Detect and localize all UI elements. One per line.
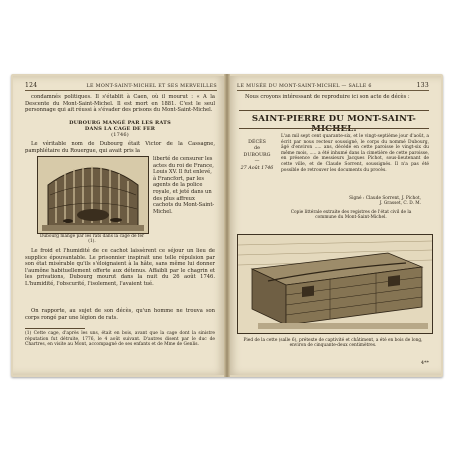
chest-drawing: [238, 235, 432, 333]
left-section-title-line2: DANS LA CAGE DE FER: [84, 126, 156, 132]
right-page-number: 133: [416, 82, 429, 89]
cage-drawing: [38, 157, 148, 233]
left-footnote: (1) Cette cage, d'après les uns, était en bois, avant que la cage dont la sinistre réputation fut détruite, 1776, le 4 août suivant. D'autres disent par le duc de Chartres, en visite au Mont, accompagné de ses enfants et de Mme de Genlis.: [25, 331, 215, 347]
signature-line-2: J. Grasset, C. D. M.: [379, 201, 421, 207]
left-figure-caption: Dubourg mangé par les rats dans la cage de fer (1).: [39, 234, 145, 245]
right-running-title: LE MUSÉE DU MONT-SAINT-MICHEL — SALLE 6: [237, 84, 372, 89]
right-running-head: [237, 82, 429, 91]
left-paragraph-2-right: liberté de censurer les actes du roi de France, Louis XV. Il fut enlevé, à Francfort, par les agents de la police royale, et jeté dans un des plus affreux cachots du Mont-Saint-Michel.: [153, 156, 215, 215]
deces-text: L'an mil sept cent quarante-six, et le vingt-septième jour d'août, a écrit par nous recteur soussigné, le corps du nommé Dubourg, âgé d'environ ..... ans, décédé en cette paroisse le vingt-six du même mois, ..... a été inhumé dans la cimetière de cette paroisse, en présence de messieurs Jacques Pichot, sous-lieutenant de cette ville, et de Claude Sorrent, soussignés. Il n'a pas été possible de retrouver les documents du procès.: [281, 134, 429, 173]
chest-illustration: [237, 234, 433, 334]
left-running-title: LE MONT-SAINT-MICHEL ET SES MERVEILLES: [86, 84, 217, 89]
right-title-rule-bottom: [239, 128, 429, 129]
left-footnote-rule: [25, 328, 85, 329]
side-name: DUBOURG: [243, 152, 271, 158]
signature-line-1: Signé : Claude Sorrent, J. Pichot,: [349, 196, 421, 201]
left-page: [13, 76, 227, 375]
copy-note: Copie littérale extraite des registres de l'état civil de la commune du Mont-Saint-Michel.: [290, 210, 412, 221]
right-figure-caption: Pied de la cette (salle 6), prétexte de captivité et châtiment, a été en bois de long, environ de cinquante-deux centimètres.: [243, 338, 423, 349]
left-paragraph-4: On rapporte, au sujet de son décès, qu'un homme ne trouva son corps rongé par une légion de rats.: [25, 308, 215, 321]
right-page: [227, 76, 441, 375]
left-paragraph-1: condamnés politiques. Il s'établit à Caen, où il mourut : « A la Descente du Mont-Saint-Michel. Il est mort en 1881. C'est le seul personnage qui ait réussi à s'évader des prisons du Mont-Saint-Michel.: [25, 94, 215, 114]
left-section-title: [25, 120, 215, 138]
side-de: de: [254, 146, 260, 152]
left-page-number: 124: [25, 82, 38, 89]
rats-cage-illustration: [37, 156, 149, 234]
book-gutter: [224, 74, 230, 377]
side-dash: —: [254, 159, 260, 165]
left-section-year: (1746): [111, 132, 129, 138]
open-book: [11, 74, 443, 377]
right-title-rule-top: [239, 110, 429, 111]
left-section-title-line1: DUBOURG MANGÉ PAR LES RATS: [69, 120, 171, 126]
left-running-head: [25, 82, 217, 91]
left-paragraph-2-top: Le véritable nom de Dubourg était Victor de la Cassagne, pamphlétaire du Rouergue, qui avait pris la: [25, 141, 215, 154]
side-deces: DÉCÈS: [248, 140, 266, 145]
right-title: SAINT-PIERRE DU MONT-SAINT-MICHEL.: [251, 114, 417, 134]
right-corner-mark: 4**: [420, 360, 429, 366]
deces-signatures: [281, 196, 421, 207]
side-date: 27 Août 1746: [240, 165, 274, 171]
right-intro: Nous croyons intéressant de reproduire ici son acte de décès :: [245, 94, 410, 100]
deces-side-label: [237, 140, 277, 172]
left-paragraph-3: Le froid et l'humidité de ce cachot laissèrent ce séjour un lieu de supplice épouvantable. Le prisonnier inspirait une telle répulsion par son état misérable qu'ils s'éloignaient à la hâte, sans même lui donner l'aumône habituellement offerte aux détenus. Affaibli par le chagrin et les privations, Dubourg mourut dans la nuit du 26 août 1746. L'humidité, l'obscurité, l'isolement, l'avaient tué.: [25, 248, 215, 287]
